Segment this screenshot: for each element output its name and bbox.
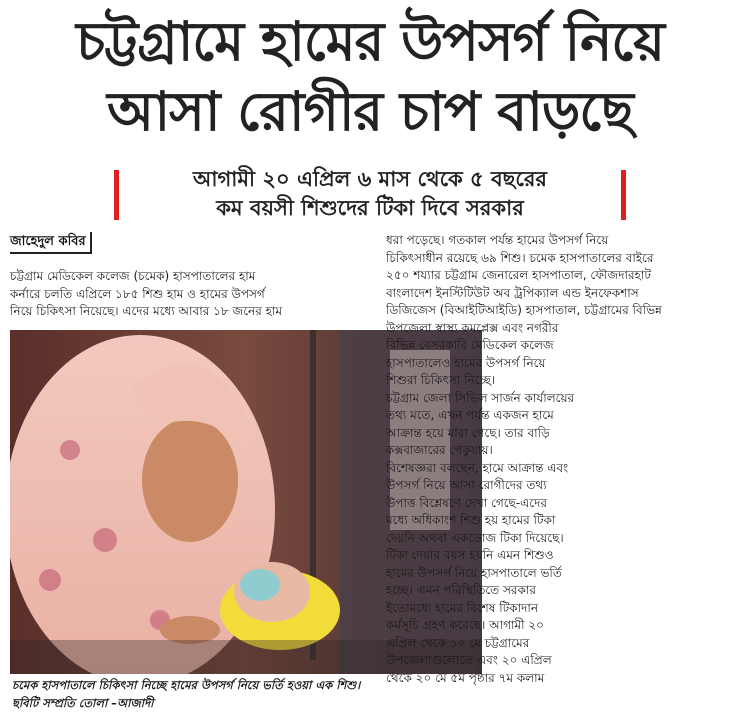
article-line: নিয়ে চিকিৎসা নিয়েছে। এদের মধ্যে আবার ১৮ জনের হাম: [10, 304, 283, 318]
article-line: চট্টগ্রাম জেলা সিভিল সার্জন কার্যালয়ের: [386, 390, 575, 405]
caption-line-2: ছবিটি সম্প্রতি তোলা –আজাদী: [12, 696, 154, 710]
article-line: ধরা পড়েছে। গতকাল পর্যন্ত হামের উপসর্গ নিয়ে: [386, 233, 609, 247]
article-line: উপাত্ত বিশ্লেষণে দেখা গেছে-এদের: [386, 495, 548, 510]
article-line: টিকা দেয়ার বয়স হয়নি এমন শিশুও: [386, 548, 554, 562]
article-line: মধ্যে অধিকাংশ শিশু হয় হামের টিকা: [386, 513, 556, 527]
article-line: কর্নারে চলতি এপ্রিলে ১৮৫ শিশু হাম ও হামের উপসর্গ: [10, 286, 265, 301]
article-line: তথ্য মতে, এখন পর্যন্ত একজন হামে: [386, 408, 554, 422]
deck-accent-bar-right: [621, 170, 626, 220]
article-line: শিশুরা চিকিৎসা নিচ্ছে।: [386, 373, 496, 387]
article-line: হামের উপসর্গ নিয়ে হাসপাতালে ভর্তি: [386, 565, 562, 580]
article-line: উপজেলাগুলোতে এবং ২০ এপ্রিল: [386, 653, 552, 667]
article-line: আক্রান্ত হয়ে মারা গেছে। তার বাড়ি: [386, 425, 550, 440]
caption-line-1: চমেক হাসপাতালে চিকিৎসা নিচ্ছে হামের উপসর্গ নিয়ে ভর্তি হওয়া এক শিশু।: [12, 678, 361, 692]
article-line: কর্মসূচি গ্রহণ করেছে। আগামী ২০: [386, 618, 544, 632]
article-line: হচ্ছে। এমন পরিস্থিতিতে সরকার: [386, 583, 536, 597]
article-line: বাংলাদেশ ইনস্টিটিউট অব ট্রপিক্যাল এন্ড ইনফেকশাস: [386, 285, 639, 300]
byline: জাহেদুল কবির: [10, 232, 92, 254]
headline-line-1: চট্টগ্রামে হামের উপসর্গ নিয়ে: [76, 10, 664, 73]
article-line: উপজেলা স্বাস্থ্য কমপ্লেক্স এবং নগরীর: [386, 320, 559, 335]
article-line: উপসর্গ নিয়ে আসা রোগীদের তথ্য: [386, 478, 547, 492]
article-line: বিশেষজ্ঞরা বলছেন, হামে আক্রান্ত এবং: [386, 460, 569, 475]
article-line: দেয়নি অথবা একডোজ টিকা দিয়েছে।: [386, 530, 564, 545]
article-line: চট্টগ্রাম মেডিকেল কলেজ (চমেক) হাসপাতালের হাম: [10, 269, 256, 283]
article-column-left: [10, 268, 380, 321]
article-column-right: [386, 232, 732, 687]
article-line: এপ্রিল থেকে ১০ মে চট্টগ্রামের: [386, 635, 530, 650]
article-line: হাসপাতালেও হামের উপসর্গ নিয়ে: [386, 355, 546, 370]
article-line: বিভিন্ন বেসরকারি মেডিকেল কলেজ: [386, 338, 554, 352]
subheadline-line-2: কম বয়সী শিশুদের টিকা দিবে সরকার: [216, 196, 524, 220]
article-line: ২৫০ শয্যার চট্টগ্রাম জেনারেল হাসপাতাল, ফৌজদারহাট: [386, 268, 651, 282]
article-line: থেকে ২০ মে ৫ম পৃষ্ঠার ৭ম কলাম: [386, 670, 545, 685]
article-line: কক্সবাজারের পেকুয়ায়।: [386, 443, 493, 457]
deck-accent-bar-left: [114, 170, 119, 220]
article-line: চিকিৎসাধীন রয়েছে ৬৯ শিশু। চমেক হাসপাতালের বাইরে: [386, 250, 654, 265]
article-line: ডিজিজেস (বিআইটিআইডি) হাসপাতাল, চট্টগ্রামের বিভিন্ন: [386, 303, 662, 317]
headline-line-2: আসা রোগীর চাপ বাড়ছে: [107, 80, 633, 143]
article-line: ইতোমধ্যে হামের বিশেষ টিকাদান: [386, 600, 538, 615]
subheadline-line-1: আগামী ২০ এপ্রিল ৬ মাস থেকে ৫ বছরের: [193, 167, 547, 191]
